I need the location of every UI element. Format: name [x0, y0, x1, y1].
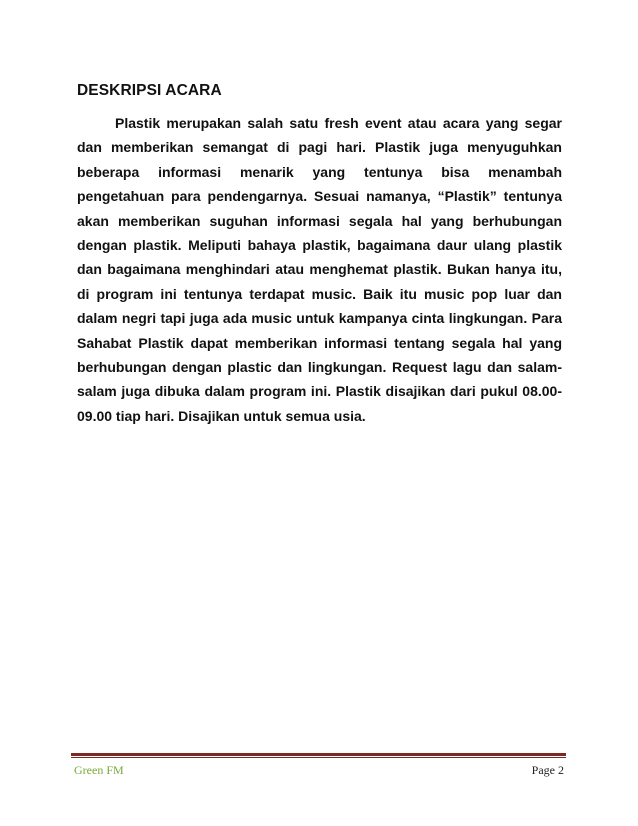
footer-station-name: Green FM [74, 763, 124, 777]
footer-divider [71, 753, 566, 756]
section-heading: DESKRIPSI ACARA [77, 82, 222, 99]
footer-page-number: Page 2 [531, 763, 564, 777]
footer-divider-thin [71, 757, 566, 758]
description-paragraph: Plastik merupakan salah satu fresh event atau acara yang segar dan memberikan semangat di pagi hari. Plastik juga menyuguhkan beberapa informasi menarik yang tentunya bisa menambah pengetahuan para pendengarnya. Sesuai namanya, “Plastik” tentunya akan memberikan suguhan informasi segala hal yang berhubungan dengan plastik. Meliputi bahaya plastik, bagaimana daur ulang plastik dan bagaimana menghindari atau menghemat plastik. Bukan hanya itu, di program ini tentunya terdapat music. Baik itu music pop luar dan dalam negri tapi juga ada music untuk kampanya cinta lingkungan. Para Sahabat Plastik dapat memberikan informasi tentang segala hal yang berhubungan dengan plastic dan lingkungan. Request lagu dan salam-salam juga dibuka dalam program ini. Plastik disajikan dari pukul 08.00-09.00 tiap hari. Disajikan untuk semua usia. [77, 115, 562, 424]
